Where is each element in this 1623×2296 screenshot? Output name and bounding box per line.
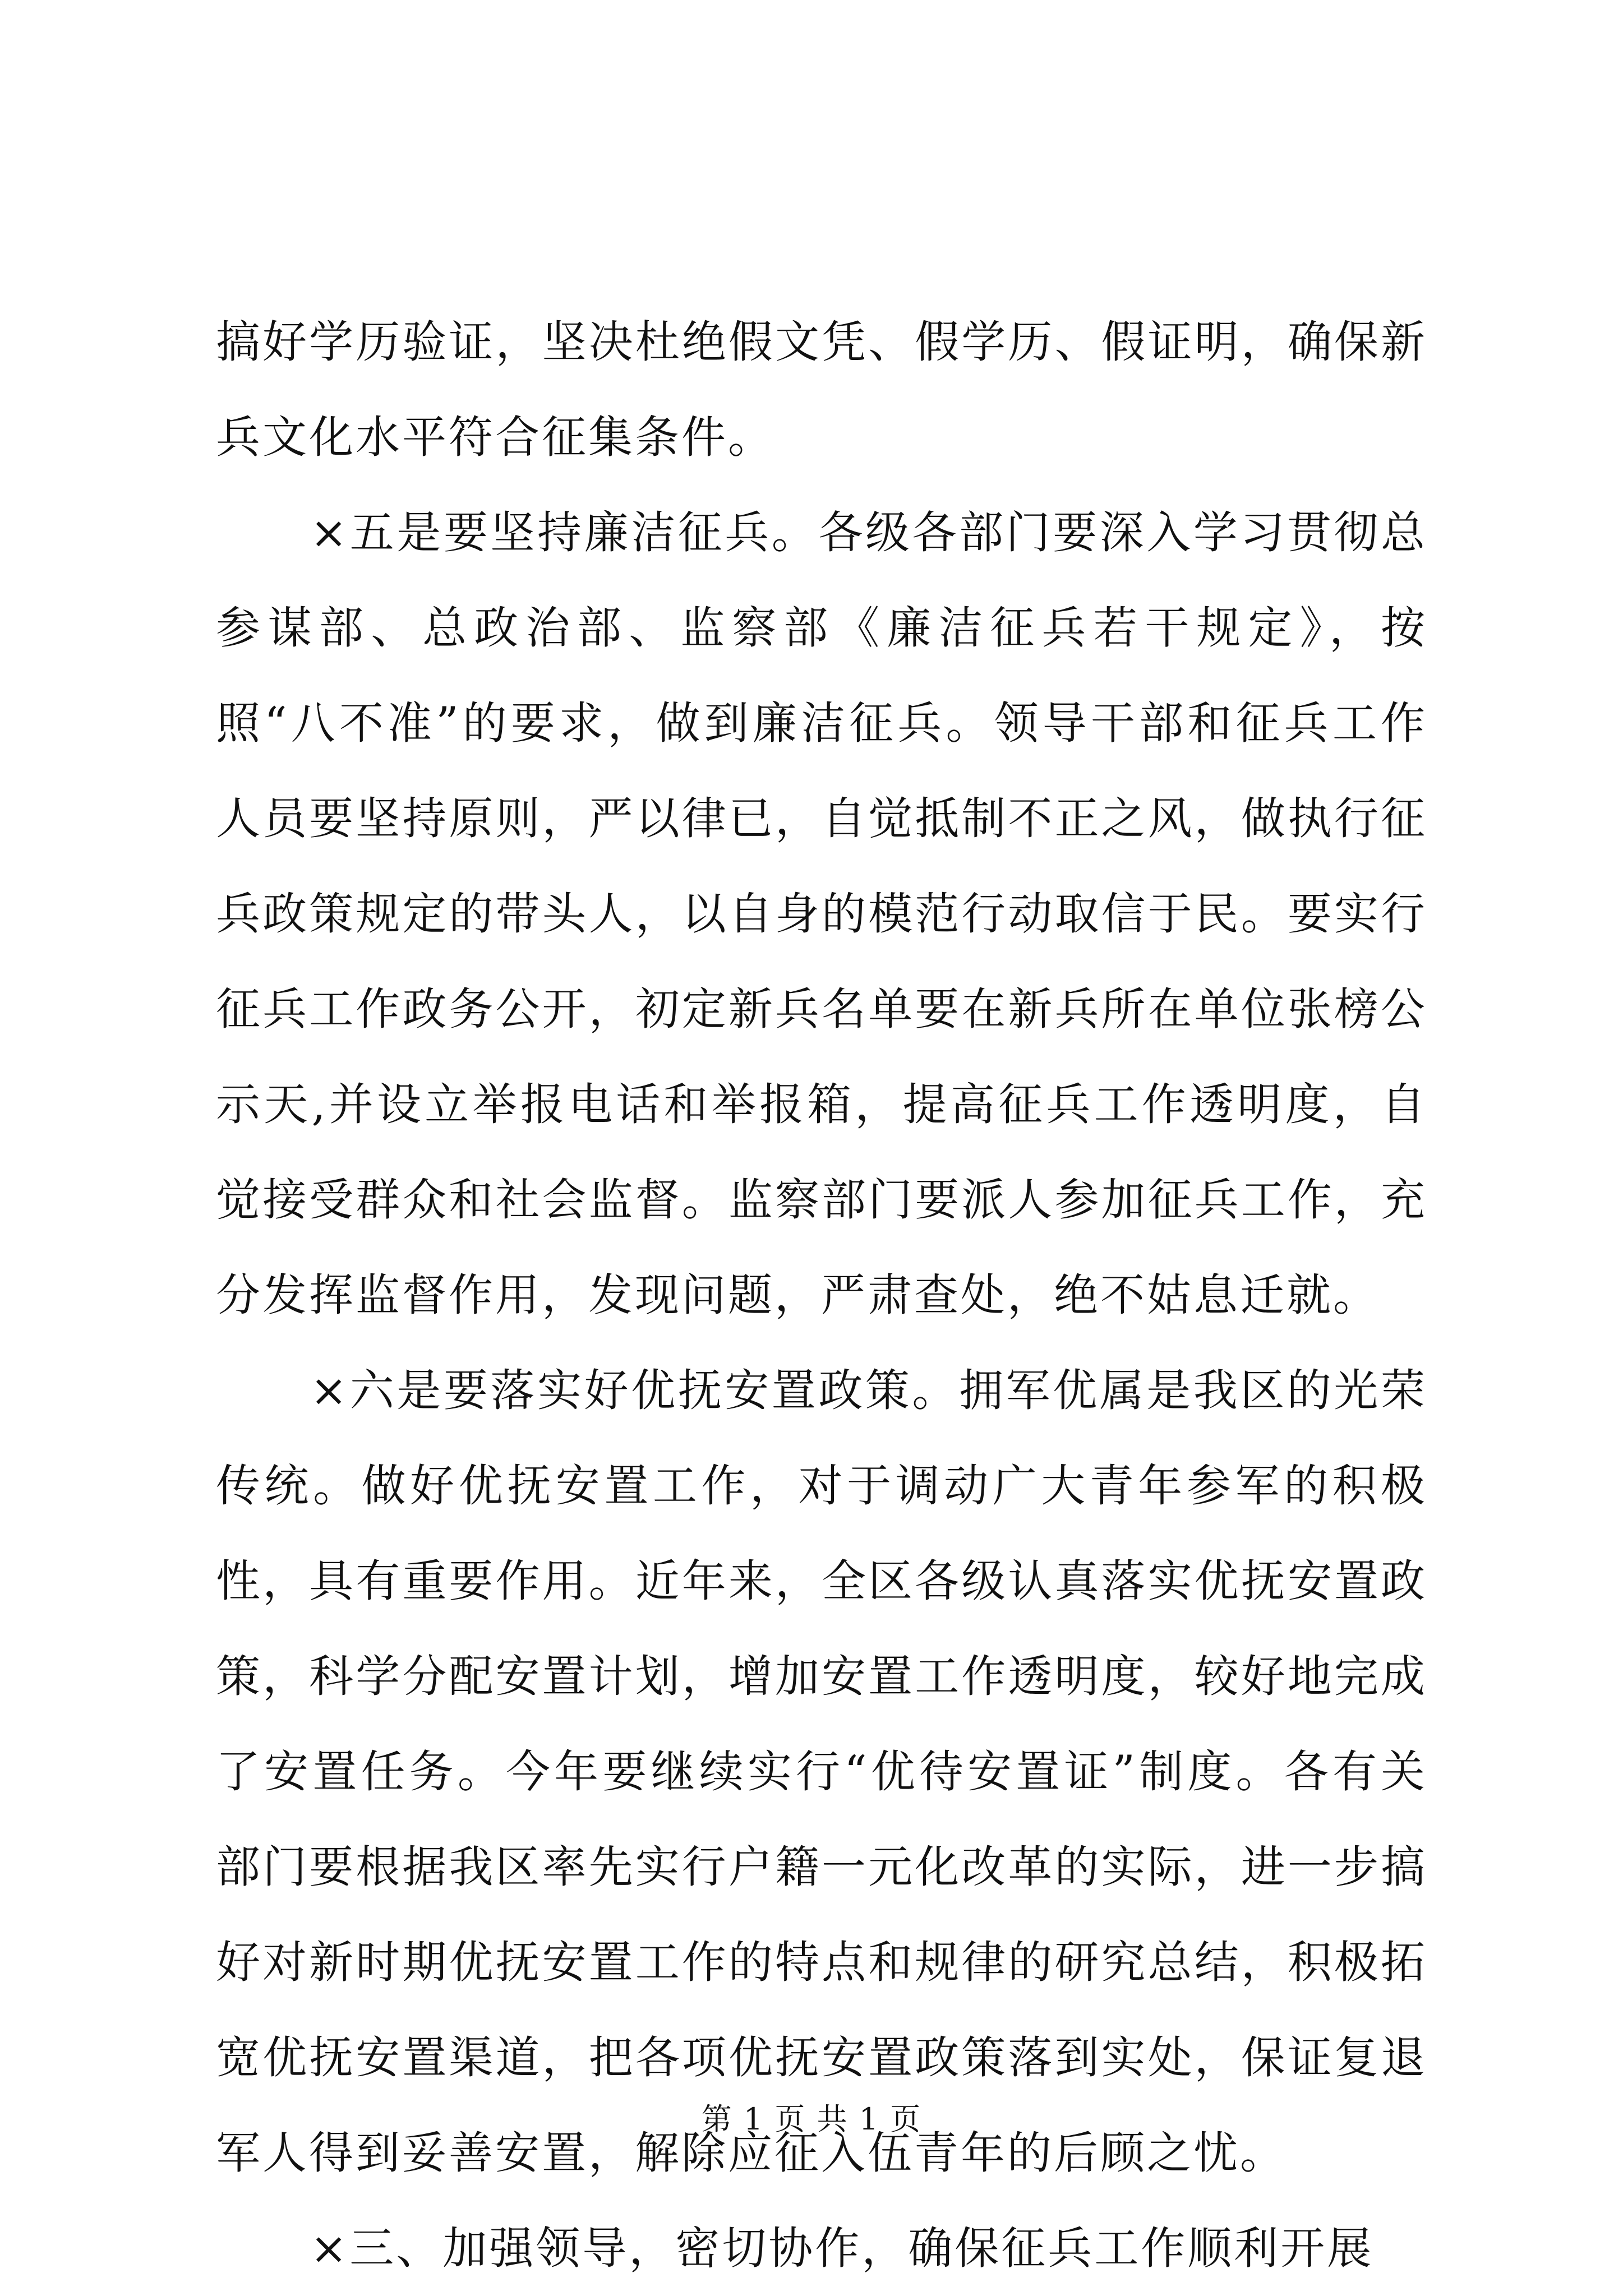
page-footer: 第 1 页 共 1 页 [701, 2101, 922, 2137]
paragraph-1: 搞好学历验证，坚决杜绝假文凭、假学历、假证明，确保新兵文化水平符合征集条件。 [216, 316, 1427, 463]
paragraph-2: ×五是要坚持廉洁征兵。各级各部门要深入学习贯彻总参谋部、总政治部、监察部《廉洁征兵若干规定》，按照“八不准”的要求，做到廉洁征兵。领导干部和征兵工作人员要坚持原则，严以律已，自觉抵制不正之风，做执行征兵政策规定的带头人，以自身的模范行动取信于民。要实行征兵工作政务公开，初定新兵名单要在新兵所在单位张榜公示天,并设立举报电话和举报箱，提高征兵工作透明度，自觉接受群众和社会监督。监察部门要派人参加征兵工作，充分发挥监督作用，发现问题，严肃查处，绝不姑息迁就。 [216, 507, 1427, 1321]
paragraph-3: ×六是要落实好优抚安置政策。拥军优属是我区的光荣传统。做好优抚安置工作，对于调动广大青年参军的积极性，具有重要作用。近年来，全区各级认真落实优抚安置政策，科学分配安置计划，增加安置工作透明度，较好地完成了安置任务。今年要继续实行“优待安置证”制度。各有关部门要根据我区率先实行户籍一元化改革的实际，进一步搞好对新时期优抚安置工作的特点和规律的研究总结，积极拓宽优抚安置渠道，把各项优抚安置政策落到实处，保证复退军人得到妥善安置，解除应征入伍青年的后顾之忧。 [216, 1365, 1427, 2179]
section-heading: ×三、加强领导，密切协作，确保征兵工作顺利开展 [310, 2223, 1374, 2274]
document-body [216, 294, 1427, 2296]
